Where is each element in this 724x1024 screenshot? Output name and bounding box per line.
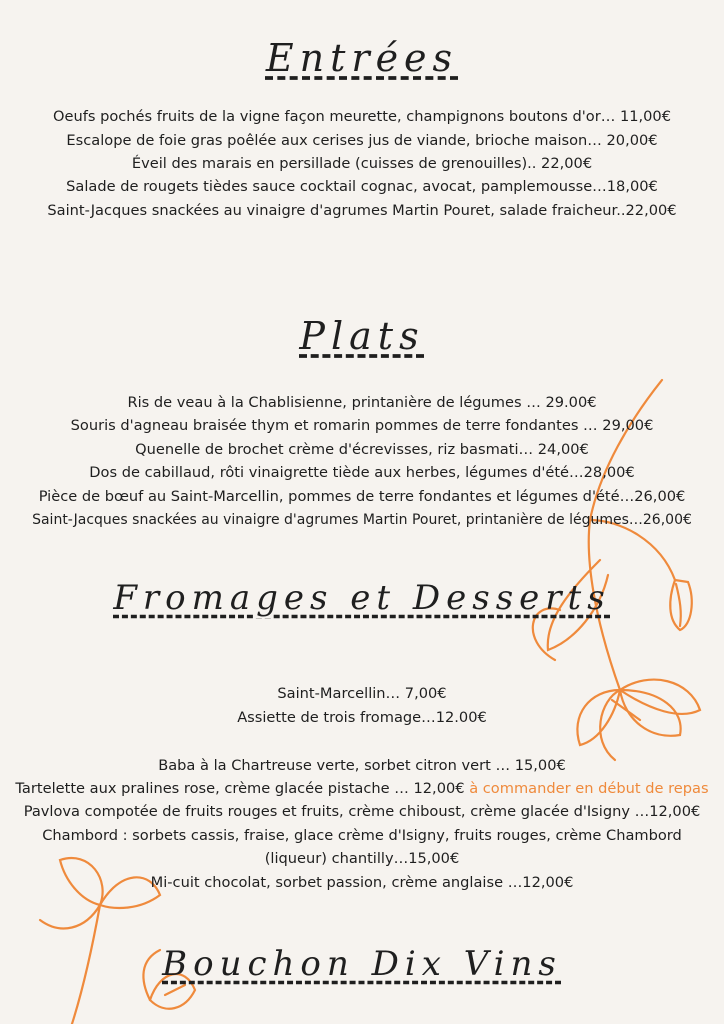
- menu-item: Ris de veau à la Chablisienne, printanière de légumes … 29.00€: [127, 394, 597, 411]
- menu-item: Dos de cabillaud, rôti vinaigrette tiède aux herbes, légumes d'été…28,00€: [89, 464, 635, 481]
- menu-item: (liqueur) chantilly…15,00€: [264, 850, 460, 867]
- menu-item: Chambord : sorbets cassis, fraise, glace crème d'Isigny, fruits rouges, crème Chambord: [42, 827, 682, 844]
- menu-item: Éveil des marais en persillade (cuisses de grenouilles).. 22,00€: [131, 155, 593, 172]
- menu-item: Escalope de foie gras poêlée aux cerises jus de viande, brioche maison… 20,00€: [66, 132, 658, 149]
- plats-heading: Plats: [299, 314, 425, 358]
- menu-item: Salade de rougets tièdes sauce cocktail cognac, avocat, pamplemousse…18,00€: [66, 178, 658, 195]
- menu-item: Quenelle de brochet crème d'écrevisses, riz basmati… 24,00€: [135, 441, 589, 458]
- menu-item: Baba à la Chartreuse verte, sorbet citron vert … 15,00€: [158, 757, 566, 774]
- order-note: à commander en début de repas: [469, 780, 709, 797]
- menu-item-text: Tartelette aux pralines rose, crème glacée pistache … 12,00€: [15, 780, 465, 797]
- menu-item: Assiette de trois fromage…12.00€: [237, 709, 487, 726]
- menu-item: Pièce de bœuf au Saint-Marcellin, pommes de terre fondantes et légumes d'été…26,00€: [38, 488, 686, 505]
- menu-item: Souris d'agneau braisée thym et romarin pommes de terre fondantes … 29,00€: [70, 417, 654, 434]
- menu-item: Pavlova compotée de fruits rouges et fruits, crème chiboust, crème glacée d'Isigny …12,00€: [23, 803, 701, 820]
- menu-item: Saint-Jacques snackées au vinaigre d'agrumes Martin Pouret, printanière de légumes…26,00€: [32, 512, 692, 528]
- menu-item: Saint-Marcellin… 7,00€: [277, 685, 447, 702]
- entrees-heading: Entrées: [265, 36, 459, 80]
- restaurant-signature: Bouchon Dix Vins: [162, 944, 562, 984]
- menu-item-with-note: [0, 779, 724, 799]
- menu-item: Oeufs pochés fruits de la vigne façon meurette, champignons boutons d'or… 11,00€: [52, 108, 672, 125]
- fromages-desserts-heading: Fromages et Desserts: [113, 578, 611, 618]
- menu-item: Saint-Jacques snackées au vinaigre d'agrumes Martin Pouret, salade fraicheur..22,00€: [47, 202, 677, 219]
- menu-item: Mi-cuit chocolat, sorbet passion, crème anglaise …12,00€: [150, 874, 574, 891]
